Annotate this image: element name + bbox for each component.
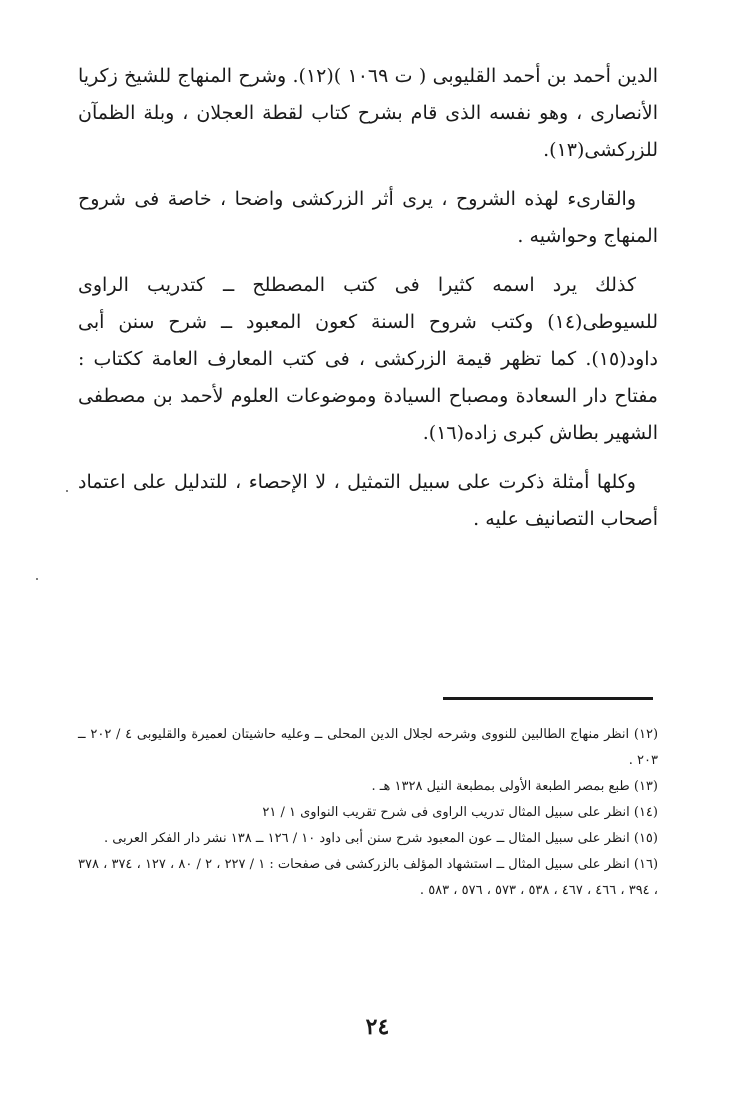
paragraph-1: الدين أحمد بن أحمد القليوبى ( ت ١٠٦٩ )(١٢). وشرح المنهاج للشيخ زكريا الأنصارى ، وهو نفسه الذى قام بشرح كتاب لقطة العجلان ، وبلة الظمآن للزركشى(١٣).: [78, 65, 658, 161]
paragraph-3: كذلك يرد اسمه كثيرا فى كتب المصطلح ــ كتدريب الراوى للسيوطى(١٤) وكتب شروح السنة كعون المعبود ــ شرح سنن أبى داود(١٥). كما تظهر قيمة الزركشى ، فى كتب المعارف العامة ككتاب : مفتاح دار السعادة ومصباح السيادة وموضوعات العلوم لأحمد بن مصطفى الشهير بطاش كبرى زاده(١٦).: [78, 274, 658, 444]
footnote-16: (١٦) انظر على سبيل المثال ــ استشهاد المؤلف بالزركشى فى صفحات : ١ / ٢٢٧ ، ٢ / ٨٠ ، ١٢٧ ، ٣٧٤ ، ٣٧٨ ، ٣٩٤ ، ٤٦٦ ، ٤٦٧ ، ٥٣٨ ، ٥٧٣ ، ٥٧٦ ، ٥٨٣ .: [78, 857, 659, 898]
footnote-13: (١٣) طبع بمصر الطبعة الأولى بمطبعة النيل ١٣٢٨ هـ .: [371, 779, 658, 794]
footnote-separator: [443, 697, 653, 700]
paragraph-4: وكلها أمثلة ذكرت على سبيل التمثيل ، لا الإحصاء ، للتدليل على اعتماد أصحاب التصانيف عليه .: [78, 471, 658, 530]
footnote-14: (١٤) انظر على سبيل المثال تدريب الراوى فى شرح تقريب النواوى ١ / ٢١: [262, 805, 658, 820]
scan-speck: [66, 490, 68, 492]
paragraph-2: والقارىء لهذه الشروح ، يرى أثر الزركشى واضحا ، خاصة فى شروح المنهاج وحواشيه .: [78, 188, 658, 247]
footnote-15: (١٥) انظر على سبيل المثال ــ عون المعبود شرح سنن أبى داود ١٠ / ١٢٦ ــ ١٣٨ نشر دار الفكر العربى .: [103, 831, 658, 846]
footnotes: [78, 722, 658, 904]
page-number: ٢٤: [365, 1014, 390, 1040]
main-text: [78, 58, 658, 550]
scan-speck: [36, 578, 38, 580]
footnote-12: (١٢) انظر منهاج الطالبين للنووى وشرحه لجلال الدين المحلى ــ وعليه حاشيتان لعميرة والقليوبى ٤ / ٢٠٢ ــ ٢٠٣ .: [78, 727, 659, 768]
